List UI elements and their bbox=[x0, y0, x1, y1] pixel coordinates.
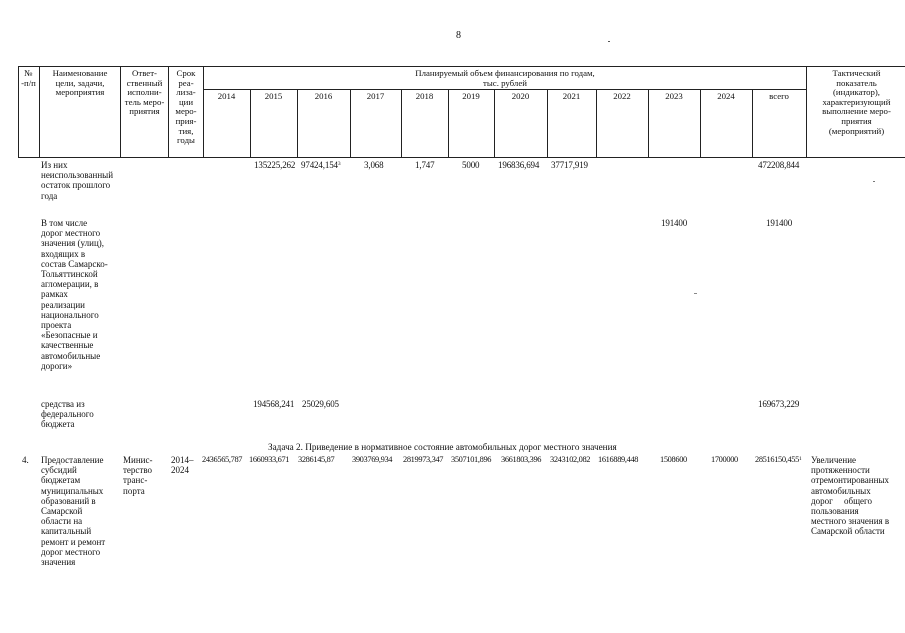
header-year-2014: 2014 bbox=[217, 91, 236, 101]
item-4-2024: 1700000 bbox=[711, 455, 738, 464]
header-financing: Планируемый объем финансирования по годам, тыс. рублей bbox=[415, 68, 595, 88]
item-4-indicator: Увеличение протяженности отремонтированных автомобильных дорог общего пользования местного значения в Самарской области bbox=[811, 455, 890, 537]
item-4-2020: 3661803,396 bbox=[501, 455, 542, 464]
item-4-2023: 1508600 bbox=[660, 455, 687, 464]
header-year-2017: 2017 bbox=[366, 91, 385, 101]
header-year-2020: 2020 bbox=[511, 91, 530, 101]
item-4-2022: 1616889,448 bbox=[598, 455, 639, 464]
item-4-2015: 1660933,671 bbox=[249, 455, 290, 464]
header-term: Срок реа- лиза- ции меро- прия- тия, годы bbox=[175, 68, 197, 146]
item-4-total: 28516150,455$^1$ bbox=[755, 455, 802, 464]
footnote-mark: 1 bbox=[798, 456, 802, 462]
item-4-2021: 3243102,082 bbox=[550, 455, 591, 464]
item-4-name: Предоставление субсидий бюджетам муниципальных образований в Самарской области на капитальный ремонт и ремонт дорог местного значения bbox=[41, 455, 106, 568]
item-4-2014: 2436565,787 bbox=[202, 455, 243, 464]
row-unused-2018: 1,747 bbox=[415, 160, 435, 170]
row-unused-2019: 5000 bbox=[462, 160, 480, 170]
header-year-2024: 2024 bbox=[717, 91, 735, 101]
row-unused-2017: 3,068 bbox=[364, 160, 384, 170]
row-unused-2015: 135225,262 bbox=[254, 160, 296, 170]
page-number: 8 bbox=[456, 30, 461, 41]
header-year-2018: 2018 bbox=[415, 91, 434, 101]
row-unused-2020: 196836,694 bbox=[498, 160, 540, 170]
row-federal-name: средства из федерального бюджета bbox=[41, 399, 94, 430]
item-4-responsible: Минис- терство транс- порта bbox=[123, 455, 153, 496]
row-agglomeration-2023: 191400 bbox=[661, 218, 688, 228]
scan-speck bbox=[694, 293, 697, 294]
item-4-2016: 3286145,87 bbox=[298, 455, 335, 464]
row-agglomeration-total: 191400 bbox=[766, 218, 793, 228]
row-unused-2021: 37717,919 bbox=[551, 160, 588, 170]
header-year-2022: 2022 bbox=[613, 91, 631, 101]
row-federal-2015: 194568,241 bbox=[253, 399, 295, 409]
scan-speck bbox=[608, 41, 610, 42]
header-responsible: Ответ- ственный исполни- тель меро- приятия bbox=[124, 68, 165, 117]
row-unused-name: Из них неиспользованный остаток прошлого года bbox=[41, 160, 114, 201]
header-year-2015: 2015 bbox=[264, 91, 283, 101]
item-4-2018: 2819973,347 bbox=[403, 455, 444, 464]
item-4-number: 4. bbox=[22, 455, 29, 465]
header-name: Наименование цели, задачи, мероприятия bbox=[52, 68, 108, 98]
row-unused-total: 472208,844 bbox=[758, 160, 800, 170]
task-2-heading: Задача 2. Приведение в нормативное состояние автомобильных дорог местного значения bbox=[268, 442, 617, 452]
row-federal-total: 169673,229 bbox=[758, 399, 800, 409]
header-indicator: Тактический показатель (индикатор), характеризующий выполнение меро- приятия (мероприятий) bbox=[822, 68, 891, 136]
item-4-term: 2014– 2024 bbox=[171, 455, 194, 476]
row-unused-2016: 97424,154$^3$ bbox=[301, 160, 341, 170]
header-number: № -п/п bbox=[21, 68, 36, 88]
scan-speck bbox=[873, 181, 875, 182]
header-total: всего bbox=[769, 91, 789, 101]
header-year-2023: 2023 bbox=[665, 91, 683, 101]
header-year-2016: 2016 bbox=[314, 91, 333, 101]
footnote-mark: 3 bbox=[337, 161, 341, 167]
item-4-2019: 3507101,896 bbox=[451, 455, 492, 464]
header-year-2019: 2019 bbox=[462, 91, 480, 101]
item-4-2017: 3903769,934 bbox=[352, 455, 393, 464]
row-federal-2016: 25029,605 bbox=[302, 399, 339, 409]
row-agglomeration-name: В том числе дорог местного значения (улиц), входящих в состав Самарско- Тольяттинской агломерации, в рамках реализации национального проекта «Безопасные и качественные автомобильные дороги» bbox=[41, 218, 108, 371]
header-year-2021: 2021 bbox=[562, 91, 581, 101]
